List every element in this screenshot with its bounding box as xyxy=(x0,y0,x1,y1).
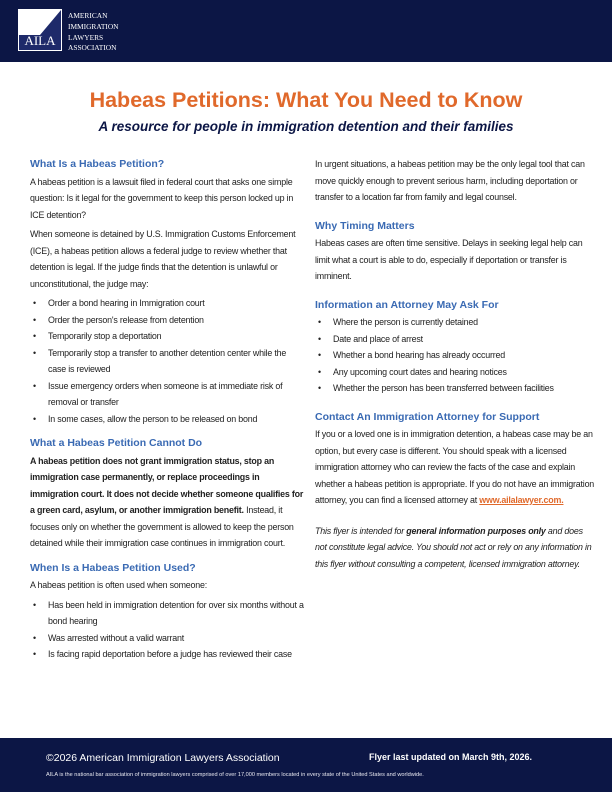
right-column xyxy=(315,156,595,575)
paragraph: A habeas petition is a lawsuit filed in federal court that asks one simple question: Is it legal for the government to keep this person locked up in ICE detention? xyxy=(30,176,294,220)
section-heading: When Is a Habeas Petition Used? xyxy=(30,561,196,574)
paragraph: In urgent situations, a habeas petition may be the only legal tool that can move quickly enough to prevent serious harm, including deportation or transfer to a location far from family and legal counsel. xyxy=(315,159,585,202)
section-cannot-do xyxy=(30,435,304,552)
bullet-list xyxy=(30,597,304,663)
org-line: AMERICAN xyxy=(68,11,108,20)
paragraph: When someone is detained by U.S. Immigration Customs Enforcement (ICE), a habeas petition allows a federal judge to review whether that detention is legal. If the judge finds that the detention is unlawful or unconstitutional, the judge may: xyxy=(30,229,296,289)
last-updated: Flyer last updated on March 9th, 2026. xyxy=(369,752,533,762)
text: If you or a loved one is in immigration detention, a habeas case may be an option, but every case is different. You should speak with a licensed immigration attorney who can review the facts of the case and explain whether a habeas petition is appropriate. If you do not have an immigration attorney, you can find a licensed attorney at xyxy=(315,429,595,505)
bold-text: general information purposes only xyxy=(406,525,546,536)
bullet-list xyxy=(30,295,304,427)
text: and does not constitute legal advice. You should not act or rely on any information in this flyer without consulting a competent, licensed immigration attorney. xyxy=(315,525,592,569)
section-contact xyxy=(315,409,595,509)
section-heading: What a Habeas Petition Cannot Do xyxy=(30,437,203,449)
section-heading: Contact An Immigration Attorney for Support xyxy=(315,410,540,423)
copyright: ©2026 American Immigration Lawyers Association xyxy=(46,752,280,764)
paragraph xyxy=(30,453,304,552)
section-attorney-info xyxy=(315,297,595,397)
left-column xyxy=(30,156,304,671)
section-heading: Why Timing Matters xyxy=(315,219,415,232)
list-item: • Order the person's release from detention xyxy=(30,312,304,329)
list-item: • Where the person is currently detained xyxy=(315,314,595,331)
text: This flyer is intended for xyxy=(315,525,407,536)
bold-text: A habeas petition does not grant immigration status, stop an immigration case permanently, or replace proceedings in immigration court. It does not decide whether someone qualifies for a green card, asylum, or another immigration benefit. xyxy=(30,455,304,515)
list-item: • Issue emergency orders when someone is at immediate risk of removal or transfer xyxy=(30,378,304,411)
list-item: • In some cases, allow the person to be released on bond xyxy=(30,411,304,428)
section-when-used xyxy=(30,560,304,663)
list-item: • Was arrested without a valid warrant xyxy=(30,630,304,647)
list-item: • Whether the person has been transferred between facilities xyxy=(315,380,595,397)
list-item: • Date and place of arrest xyxy=(315,331,595,348)
list-item: • Temporarily stop a deportation xyxy=(30,328,304,345)
list-item: • Has been held in immigration detention for over six months without a bond hearing xyxy=(30,597,304,630)
header-banner xyxy=(0,0,612,62)
about-aila: AILA is the national bar association of immigration lawyers comprised of over 17,000 members located in every state of the United States and worldwide. xyxy=(46,772,424,778)
paragraph xyxy=(315,426,595,509)
footer xyxy=(0,738,612,792)
list-item: • Order a bond hearing in Immigration court xyxy=(30,295,304,312)
section-timing xyxy=(315,218,595,285)
list-item: • Is facing rapid deportation before a judge has reviewed their case xyxy=(30,646,304,663)
list-item: • Temporarily stop a transfer to another detention center while the case is reviewed xyxy=(30,345,304,378)
section-heading: Information an Attorney May Ask For xyxy=(315,298,499,311)
logo-text: AILA xyxy=(24,33,56,48)
list-item: • Any upcoming court dates and hearing notices xyxy=(315,364,595,381)
section-what-is xyxy=(30,156,304,427)
org-line: ASSOCIATION xyxy=(68,43,117,53)
ailalawyer-link[interactable]: www.ailalawyer.com. xyxy=(479,495,564,505)
list-item: • Whether a bond hearing has already occurred xyxy=(315,347,595,364)
paragraph: A habeas petition is often used when someone: xyxy=(30,580,208,590)
page-title: Habeas Petitions: What You Need to Know xyxy=(89,88,523,112)
aila-logo xyxy=(18,9,62,51)
statue-of-liberty-icon xyxy=(19,10,61,35)
bullet-list xyxy=(315,314,595,397)
org-line: IMMIGRATION xyxy=(68,21,119,31)
paragraph: Habeas cases are often time sensitive. Delays in seeking legal help can limit what a court is able to do, especially if deportation or transfer is imminent. xyxy=(315,238,583,281)
org-name xyxy=(68,11,119,54)
org-line: LAWYERS xyxy=(68,32,104,42)
text: Instead, it focuses only on whether the government is allowed to keep the person detained while their immigration case continues in immigration court. xyxy=(30,505,294,548)
disclaimer xyxy=(315,523,595,573)
page-subtitle: A resource for people in immigration detention and their families xyxy=(98,119,514,134)
section-heading: What Is a Habeas Petition? xyxy=(30,158,165,170)
